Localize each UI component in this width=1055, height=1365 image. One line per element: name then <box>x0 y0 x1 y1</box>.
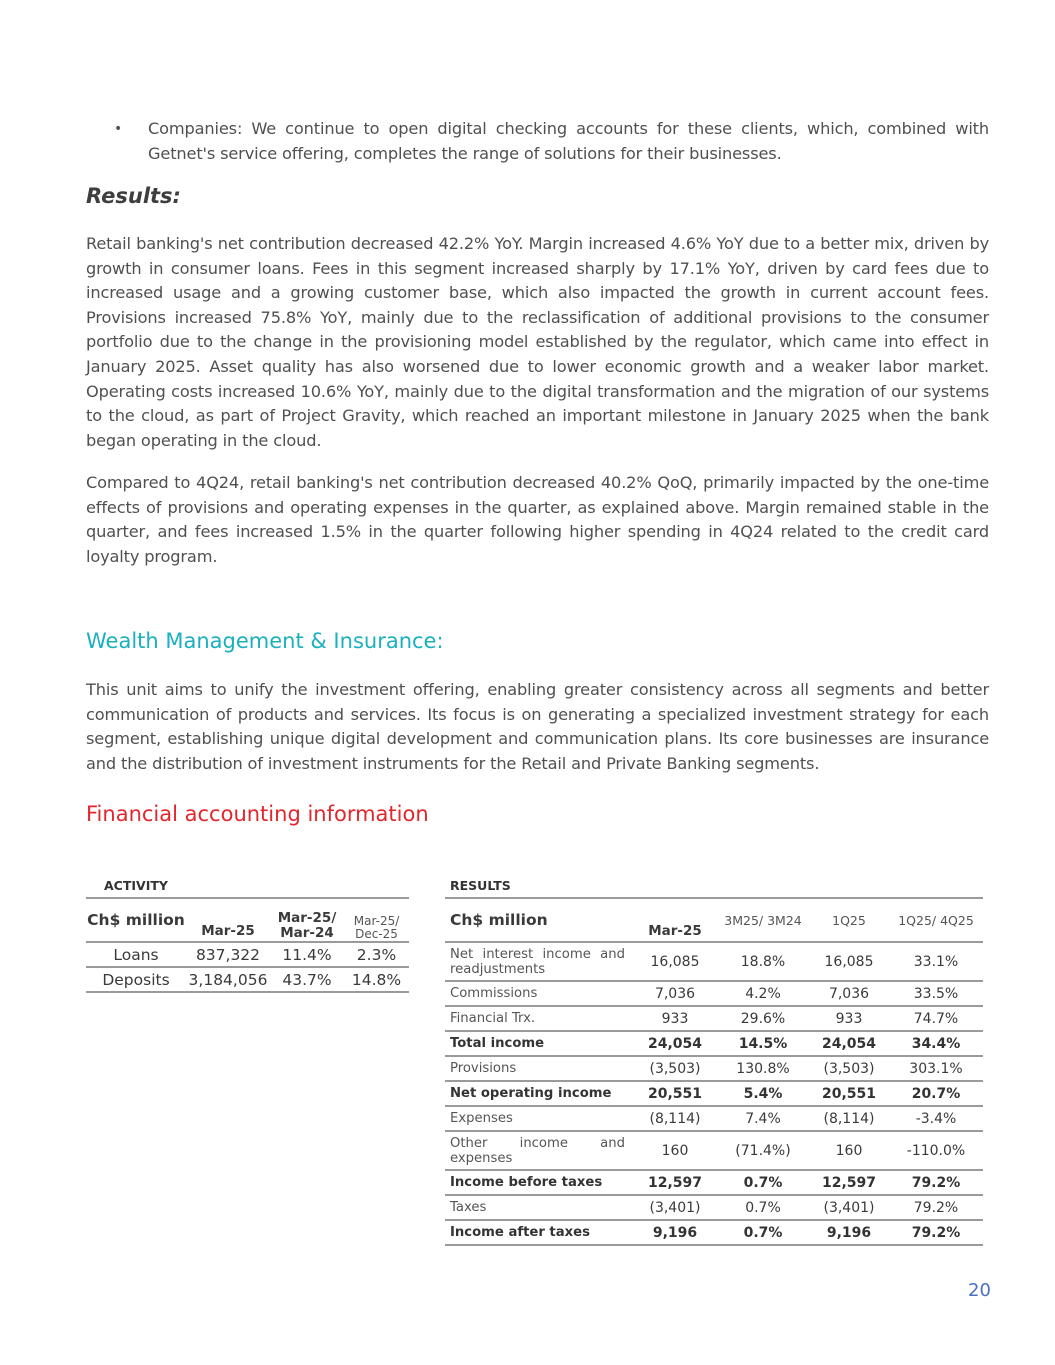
row-label: Commissions <box>445 981 633 1006</box>
cell-ytd: 0.7% <box>717 1170 809 1195</box>
cell-yoy: 43.7% <box>270 967 344 992</box>
cell-1q25: 7,036 <box>809 981 889 1006</box>
cell-mar25: 837,322 <box>186 942 270 967</box>
cell-ytd: 0.7% <box>717 1195 809 1220</box>
results-header-1q25: 1Q25 <box>809 898 889 942</box>
row-label: Deposits <box>86 967 186 992</box>
wealth-management-paragraph: This unit aims to unify the investment offering, enabling greater consistency across all segments and better communication of products and services. Its focus is on generating a specialized investment strategy for each segment, establishing unique digital development and communication plans. Its core businesses are insurance and the distribution of investment instruments for the Retail and Private Banking segments. <box>86 680 989 773</box>
row-label: Income before taxes <box>445 1170 633 1195</box>
cell-qoq: 14.8% <box>344 967 409 992</box>
cell-qoq: 79.2% <box>889 1195 983 1220</box>
table-row <box>445 1031 983 1056</box>
financial-accounting-heading: Financial accounting information <box>86 802 429 826</box>
cell-qoq: 303.1% <box>889 1056 983 1081</box>
cell-mar25: 7,036 <box>633 981 717 1006</box>
row-label: Loans <box>86 942 186 967</box>
bullet-item <box>114 117 989 166</box>
row-label: Provisions <box>445 1056 633 1081</box>
results-table <box>445 897 983 1246</box>
results-header-row <box>445 898 983 942</box>
table-row <box>445 1170 983 1195</box>
results-heading: Results: <box>86 184 181 208</box>
results-header-ytd: 3M25/ 3M24 <box>717 898 809 942</box>
table-row <box>445 1106 983 1131</box>
cell-ytd: 130.8% <box>717 1056 809 1081</box>
wealth-management-heading: Wealth Management & Insurance: <box>86 629 444 653</box>
cell-mar25: 160 <box>633 1131 717 1170</box>
table-row <box>86 942 409 967</box>
results-header-qoq: 1Q25/ 4Q25 <box>889 898 983 942</box>
cell-1q25: 9,196 <box>809 1220 889 1245</box>
cell-mar25: (3,401) <box>633 1195 717 1220</box>
cell-ytd: 5.4% <box>717 1081 809 1106</box>
cell-ytd: 29.6% <box>717 1006 809 1031</box>
cell-qoq: -110.0% <box>889 1131 983 1170</box>
results-table-title: RESULTS <box>450 878 511 893</box>
row-label: Income after taxes <box>445 1220 633 1245</box>
cell-ytd: 18.8% <box>717 942 809 981</box>
table-row <box>86 967 409 992</box>
results-header-mar25: Mar-25 <box>633 898 717 942</box>
cell-qoq: -3.4% <box>889 1106 983 1131</box>
table-row <box>445 1220 983 1245</box>
cell-1q25: 933 <box>809 1006 889 1031</box>
activity-header-yoy: Mar-25/ Mar-24 <box>270 898 344 942</box>
cell-mar25: (8,114) <box>633 1106 717 1131</box>
cell-qoq: 79.2% <box>889 1170 983 1195</box>
row-label: Expenses <box>445 1106 633 1131</box>
cell-mar25: 12,597 <box>633 1170 717 1195</box>
bullet-text: Companies: We continue to open digital checking accounts for these clients, which, combined with Getnet's service offering, completes the range of solutions for their businesses. <box>148 119 989 163</box>
activity-header-mar25: Mar-25 <box>186 898 270 942</box>
activity-table <box>86 897 409 993</box>
retail-results-paragraph: Retail banking's net contribution decreased 42.2% YoY. Margin increased 4.6% YoY due to a better mix, driven by growth in consumer loans. Fees in this segment increased sharply by 17.1% YoY, driven by card fees due to increased usage and a growing customer base, which also impacted the growth in current account fees. Provisions increased 75.8% YoY, mainly due to the reclassification of additional provisions to the consumer portfolio due to the change in the provisioning model established by the regulator, which came into effect in January 2025. Asset quality has also worsened due to lower economic growth and a weaker labor market. Operating costs increased 10.6% YoY, mainly due to the digital transformation and the migration of our systems to the cloud, as part of Project Gravity, which reached an important milestone in January 2025 when the bank began operating in the cloud. <box>86 234 989 450</box>
cell-1q25: 16,085 <box>809 942 889 981</box>
cell-1q25: (8,114) <box>809 1106 889 1131</box>
activity-header-qoq: Mar-25/ Dec-25 <box>344 898 409 942</box>
cell-ytd: (71.4%) <box>717 1131 809 1170</box>
activity-table-title: ACTIVITY <box>104 878 168 893</box>
cell-1q25: (3,401) <box>809 1195 889 1220</box>
table-row <box>445 1006 983 1031</box>
results-header-unit: Ch$ million <box>445 898 633 942</box>
cell-qoq: 74.7% <box>889 1006 983 1031</box>
cell-ytd: 4.2% <box>717 981 809 1006</box>
table-row <box>445 1081 983 1106</box>
cell-mar25: 20,551 <box>633 1081 717 1106</box>
table-row <box>445 1195 983 1220</box>
page-number: 20 <box>968 1280 991 1301</box>
activity-header-unit: Ch$ million <box>86 898 186 942</box>
cell-qoq: 2.3% <box>344 942 409 967</box>
cell-mar25: 24,054 <box>633 1031 717 1056</box>
table-row <box>445 1056 983 1081</box>
cell-1q25: 160 <box>809 1131 889 1170</box>
cell-qoq: 33.1% <box>889 942 983 981</box>
cell-mar25: 933 <box>633 1006 717 1031</box>
cell-mar25: 3,184,056 <box>186 967 270 992</box>
row-label: Net operating income <box>445 1081 633 1106</box>
cell-qoq: 33.5% <box>889 981 983 1006</box>
cell-1q25: 24,054 <box>809 1031 889 1056</box>
table-row <box>445 942 983 981</box>
row-label: Net interest income and readjustments <box>445 942 633 981</box>
cell-1q25: (3,503) <box>809 1056 889 1081</box>
activity-header-row <box>86 898 409 942</box>
cell-qoq: 20.7% <box>889 1081 983 1106</box>
table-row <box>445 981 983 1006</box>
bullet-icon: • <box>114 121 123 137</box>
row-label: Other income and expenses <box>445 1131 633 1170</box>
row-label: Taxes <box>445 1195 633 1220</box>
cell-yoy: 11.4% <box>270 942 344 967</box>
cell-mar25: 9,196 <box>633 1220 717 1245</box>
row-label: Financial Trx. <box>445 1006 633 1031</box>
cell-ytd: 14.5% <box>717 1031 809 1056</box>
cell-mar25: 16,085 <box>633 942 717 981</box>
cell-mar25: (3,503) <box>633 1056 717 1081</box>
cell-ytd: 0.7% <box>717 1220 809 1245</box>
cell-qoq: 34.4% <box>889 1031 983 1056</box>
cell-1q25: 12,597 <box>809 1170 889 1195</box>
cell-ytd: 7.4% <box>717 1106 809 1131</box>
cell-qoq: 79.2% <box>889 1220 983 1245</box>
retail-qoq-paragraph: Compared to 4Q24, retail banking's net contribution decreased 40.2% QoQ, primarily impacted by the one-time effects of provisions and operating expenses in the quarter, as explained above. Margin remained stable in the quarter, and fees increased 1.5% in the quarter following higher spending in 4Q24 related to the credit card loyalty program. <box>86 473 989 566</box>
table-row <box>445 1131 983 1170</box>
cell-1q25: 20,551 <box>809 1081 889 1106</box>
row-label: Total income <box>445 1031 633 1056</box>
